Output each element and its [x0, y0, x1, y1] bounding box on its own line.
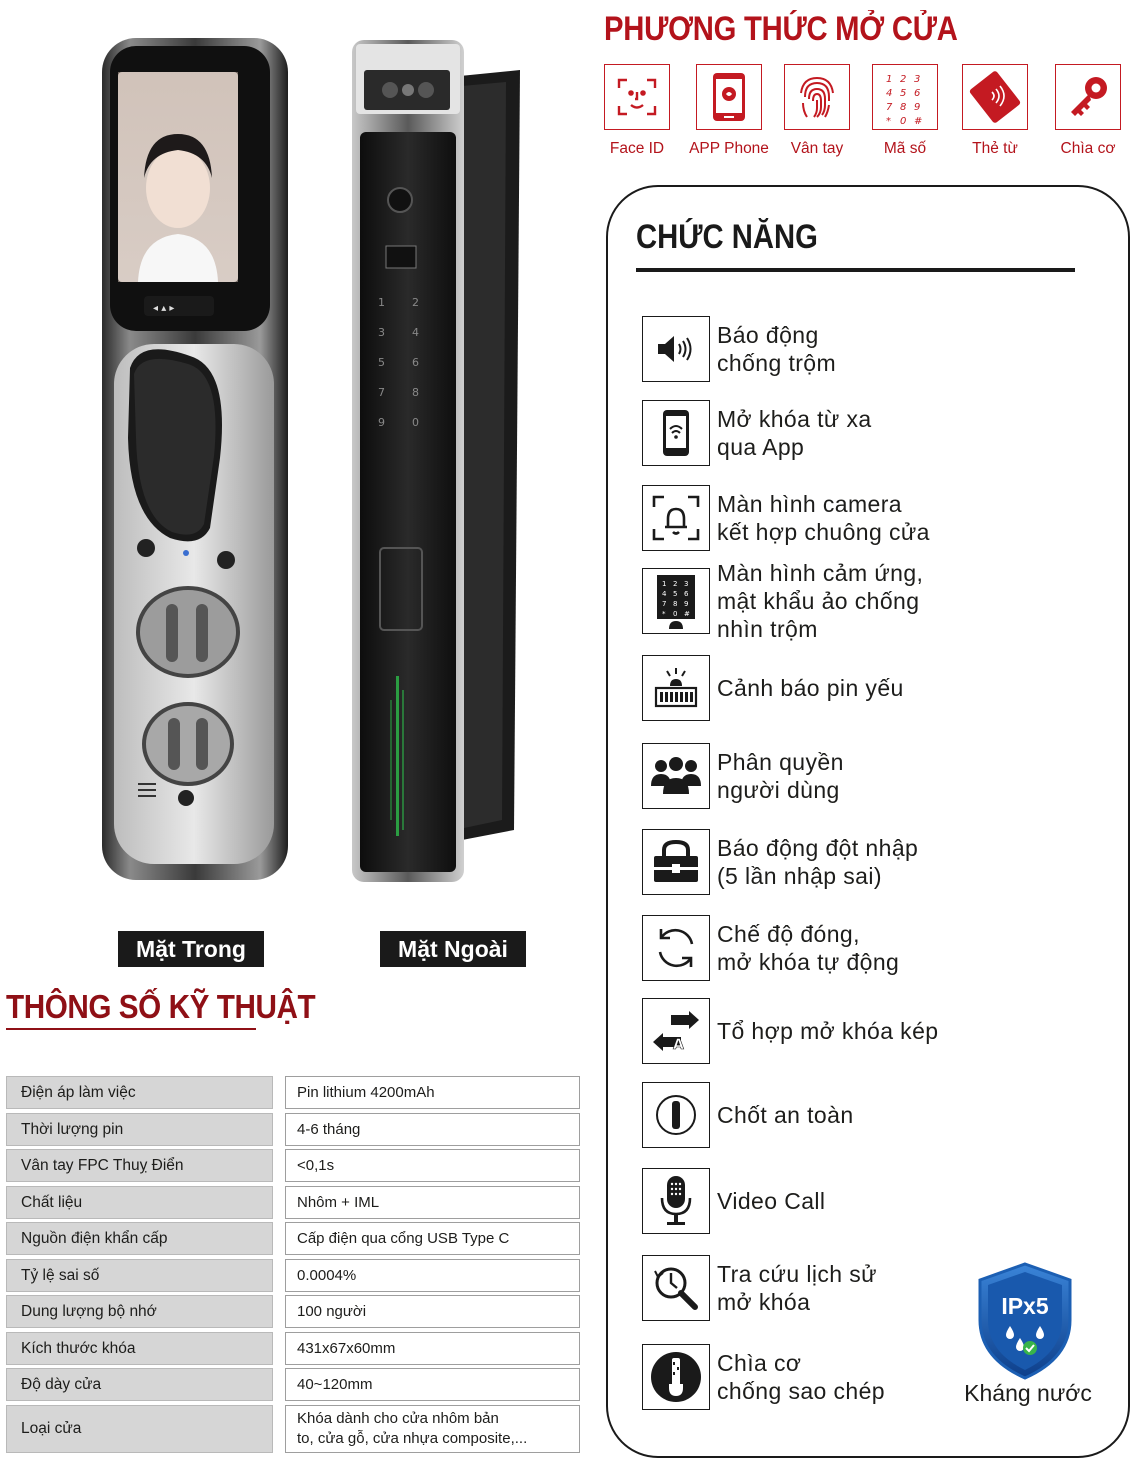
feature-label: Phân quyền người dùng	[717, 749, 844, 803]
spec-row	[6, 1186, 580, 1219]
feature-item	[642, 655, 982, 721]
svg-text:3: 3	[684, 580, 689, 588]
methods-title: PHƯƠNG THỨC MỞ CỬA	[604, 10, 958, 48]
spec-value: 4-6 tháng	[285, 1113, 580, 1146]
svg-text:0: 0	[673, 610, 678, 618]
feature-item	[642, 1344, 982, 1410]
svg-text:8: 8	[900, 102, 907, 113]
svg-text:1: 1	[886, 74, 893, 85]
spec-key: Thời lượng pin	[6, 1113, 273, 1146]
method-label: Vân tay	[790, 140, 844, 157]
method-label: Thẻ từ	[972, 140, 1018, 157]
feature-label: Tổ hợp mở khóa kép	[717, 1018, 939, 1044]
specs-title-underline	[6, 1028, 256, 1030]
spec-value: Cấp điện qua cổng USB Type C	[285, 1222, 580, 1255]
lock-outer-face-image	[352, 40, 520, 882]
svg-text:8: 8	[673, 600, 678, 608]
svg-text:0: 0	[412, 416, 419, 429]
svg-text:3: 3	[378, 326, 385, 339]
svg-text:9: 9	[914, 102, 921, 113]
feature-item	[642, 560, 982, 642]
svg-text:4: 4	[886, 88, 893, 99]
spec-key: Nguồn điện khẩn cấp	[6, 1222, 273, 1255]
spec-key: Tỷ lệ sai số	[6, 1259, 273, 1292]
svg-text:2: 2	[900, 74, 907, 85]
svg-text:6: 6	[684, 590, 689, 598]
touch-keypad-icon	[642, 568, 710, 634]
method-label: Chìa cơ	[1060, 140, 1116, 157]
keypad-icon	[872, 64, 938, 130]
waterproof-label: Kháng nước	[964, 1380, 1092, 1406]
spec-row	[6, 1405, 580, 1453]
history-search-icon	[642, 1255, 710, 1321]
feature-label: Video Call	[717, 1188, 826, 1214]
dual-unlock-icon	[642, 998, 710, 1064]
feature-label: Cảnh báo pin yếu	[717, 675, 904, 701]
svg-text:*: *	[886, 116, 891, 124]
feature-item	[642, 998, 982, 1064]
svg-text:4: 4	[412, 326, 419, 339]
feature-item	[642, 1168, 982, 1234]
app-phone-icon	[696, 64, 762, 130]
method-app-phone	[684, 64, 774, 158]
auto-lock-icon	[642, 915, 710, 981]
method-label: Face ID	[609, 140, 665, 157]
low-battery-icon	[642, 655, 710, 721]
svg-text:*: *	[662, 610, 666, 618]
svg-text:4: 4	[662, 590, 667, 598]
spec-value: <0,1s	[285, 1149, 580, 1182]
svg-text:7: 7	[886, 102, 893, 113]
users-icon	[642, 743, 710, 809]
feature-label: Báo động chống trộm	[717, 322, 837, 376]
feature-label: Chế độ đóng, mở khóa tự động	[717, 921, 900, 975]
svg-text:1: 1	[662, 580, 667, 588]
outer-face-label: Mặt Ngoài	[380, 931, 526, 967]
spec-key: Độ dày cửa	[6, 1368, 273, 1401]
spec-value: 0.0004%	[285, 1259, 580, 1292]
safety-latch-icon	[642, 1082, 710, 1148]
intrusion-alarm-icon	[642, 829, 710, 895]
spec-value: 431x67x60mm	[285, 1332, 580, 1365]
features-title: CHỨC NĂNG	[636, 218, 818, 256]
svg-text:9: 9	[684, 600, 689, 608]
feature-item	[642, 915, 982, 981]
spec-key: Điện áp làm việc	[6, 1076, 273, 1109]
doorbell-camera-icon	[642, 485, 710, 551]
spec-key: Loại cửa	[6, 1405, 273, 1453]
spec-row	[6, 1259, 580, 1292]
feature-label: Chốt an toàn	[717, 1102, 854, 1128]
spec-row	[6, 1295, 580, 1328]
features-title-underline	[636, 268, 1075, 272]
inner-face-label: Mặt Trong	[118, 931, 264, 967]
method-fingerprint	[772, 64, 862, 158]
feature-item	[642, 743, 982, 809]
specs-title: THÔNG SỐ KỸ THUẬT	[6, 988, 316, 1025]
method-face-id	[592, 64, 682, 158]
spec-key: Vân tay FPC Thuỵ Điển	[6, 1149, 273, 1182]
svg-text:A: A	[673, 1037, 684, 1051]
fingerprint-icon	[784, 64, 850, 130]
spec-key: Kích thước khóa	[6, 1332, 273, 1365]
svg-text:5: 5	[900, 88, 907, 99]
microphone-icon	[642, 1168, 710, 1234]
feature-item	[642, 829, 982, 895]
ipx5-badge-text: IPx5	[1001, 1293, 1049, 1319]
spec-row	[6, 1149, 580, 1182]
svg-text:6: 6	[914, 88, 921, 99]
spec-row	[6, 1113, 580, 1146]
feature-item	[642, 1082, 982, 1148]
anti-copy-key-icon	[642, 1344, 710, 1410]
spec-row	[6, 1076, 580, 1109]
svg-text:7: 7	[378, 386, 385, 399]
spec-value: 40~120mm	[285, 1368, 580, 1401]
feature-item	[642, 316, 982, 382]
svg-text:6: 6	[412, 356, 419, 369]
svg-text:1: 1	[378, 296, 385, 309]
feature-label: Mở khóa từ xa qua App	[717, 406, 872, 460]
spec-row	[6, 1332, 580, 1365]
feature-label: Báo động đột nhập (5 lần nhập sai)	[717, 835, 919, 889]
rfid-card-icon	[962, 64, 1028, 130]
speaker-icon	[642, 316, 710, 382]
spec-row	[6, 1222, 580, 1255]
svg-text:#: #	[914, 116, 923, 124]
svg-text:9: 9	[378, 416, 385, 429]
key-icon	[1055, 64, 1121, 130]
spec-key: Chất liệu	[6, 1186, 273, 1219]
svg-text:0: 0	[900, 116, 907, 124]
phone-wifi-icon	[642, 400, 710, 466]
spec-value: Khóa dành cho cửa nhôm bản to, cửa gỗ, cửa nhựa composite,...	[285, 1405, 580, 1453]
lock-inner-face-image	[100, 38, 290, 880]
feature-label: Màn hình cảm ứng, mật khẩu ảo chống nhìn trộm	[717, 560, 924, 642]
ipx5-shield-icon	[976, 1262, 1074, 1380]
feature-item	[642, 485, 982, 551]
method-rfid-card	[950, 64, 1040, 158]
svg-text:2: 2	[412, 296, 419, 309]
svg-text:5: 5	[673, 590, 678, 598]
feature-label: Chìa cơ chống sao chép	[717, 1350, 886, 1404]
feature-item	[642, 1255, 982, 1321]
svg-text:3: 3	[914, 74, 921, 85]
face-id-icon	[604, 64, 670, 130]
svg-text:2: 2	[673, 580, 678, 588]
method-label: Mã số	[883, 140, 927, 157]
feature-label: Tra cứu lịch sử mở khóa	[717, 1261, 877, 1315]
method-label: APP Phone	[689, 140, 769, 157]
spec-value: 100 người	[285, 1295, 580, 1328]
spec-value: Pin lithium 4200mAh	[285, 1076, 580, 1109]
svg-text:#: #	[684, 610, 690, 618]
spec-key: Dung lượng bộ nhớ	[6, 1295, 273, 1328]
svg-text:8: 8	[412, 386, 419, 399]
svg-text:◂ ▴ ▸: ◂ ▴ ▸	[153, 303, 175, 314]
spec-value: Nhôm + IML	[285, 1186, 580, 1219]
feature-item	[642, 400, 982, 466]
spec-row	[6, 1368, 580, 1401]
svg-text:5: 5	[378, 356, 385, 369]
method-key	[1043, 64, 1133, 158]
svg-text:7: 7	[662, 600, 667, 608]
method-keypad	[860, 64, 950, 158]
feature-label: Màn hình camera kết hợp chuông cửa	[717, 491, 930, 545]
